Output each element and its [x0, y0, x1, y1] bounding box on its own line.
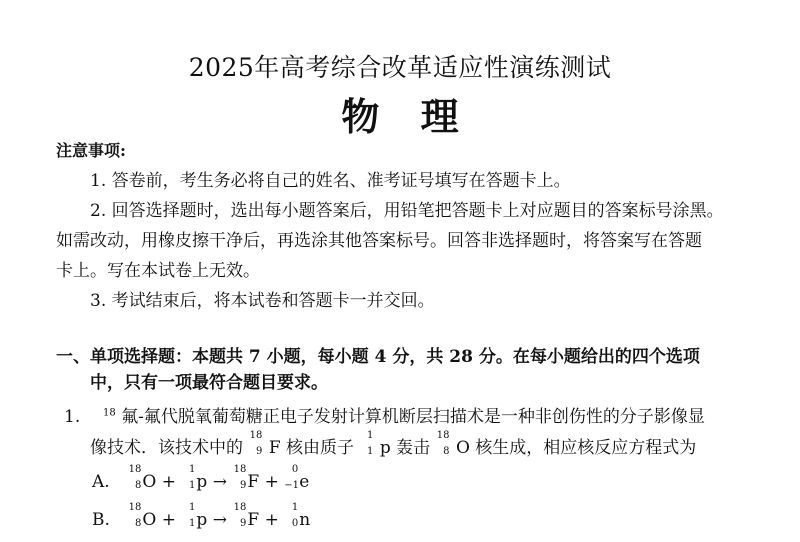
section-heading: 一、单项选择题：本题共 7 小题，每小题 4 分，共 28 分。在每小题给出的四个选项 [56, 347, 700, 367]
question-1-line-1 [64, 402, 705, 427]
nuclide-p: 1 1 [189, 464, 196, 491]
question-1-line-2 [90, 430, 697, 458]
question-text-part-b: F 核由质子 [268, 438, 355, 458]
notice-heading: 注意事项: [56, 141, 126, 160]
option-label: B. [92, 510, 110, 530]
nuclide-f: 18 9 [233, 464, 247, 491]
question-text-part-d: O 核生成，相应核反应方程式为 [455, 438, 697, 458]
option-label: A. [92, 472, 110, 492]
exam-title: 2025年高考综合改革适应性演练测试 [188, 53, 612, 82]
mass-number: 18 [103, 407, 116, 419]
question-text-part-c: p 轰击 [379, 438, 431, 458]
product-particle: 0 −1 [284, 464, 299, 491]
notice-item-2-end: 卡上。写在本试卷上无效。 [56, 261, 260, 281]
nuclide-o: 18 8 [128, 502, 142, 529]
nuclide-p: 1 1 [189, 502, 196, 529]
question-number: 1. [64, 407, 81, 427]
question-text: 氟-氟代脱氧葡萄糖正电子发射计算机断层扫描术是一种非创伤性的分子影像显 [121, 407, 705, 427]
nuclide-o: 18 8 [128, 464, 142, 491]
question-text-part-a: 像技术．该技术中的 [90, 438, 243, 458]
nuclide-p: 1 1 [367, 430, 374, 457]
notice-item-1: 1. 答卷前，考生务必将自己的姓名、准考证号填写在答题卡上。 [90, 171, 571, 191]
notice-item-2-cont: 如需改动，用橡皮擦干净后，再选涂其他答案标号。回答非选择题时，将答案写在答题 [56, 231, 702, 251]
product-particle: 1 0 [291, 502, 299, 529]
option-a[interactable]: A. 18 8 O + 1 1 p → 18 9 F + 0 −1 e [92, 464, 310, 492]
option-b[interactable]: B. 18 8 O + 1 1 p → 18 9 F + 1 0 n [92, 502, 311, 530]
nuclide-f: 18 9 [249, 430, 263, 457]
notice-item-3: 3. 考试结束后，将本试卷和答题卡一并交回。 [90, 291, 435, 311]
nuclide-f: 18 9 [233, 502, 247, 529]
subject-title: 物 理 [341, 94, 459, 139]
notice-item-2: 2. 回答选择题时，选出每小题答案后，用铅笔把答题卡上对应题目的答案标号涂黑。 [90, 201, 724, 221]
nuclide-o: 18 8 [436, 430, 450, 457]
section-heading-cont: 中，只有一项最符合题目要求。 [90, 373, 328, 393]
